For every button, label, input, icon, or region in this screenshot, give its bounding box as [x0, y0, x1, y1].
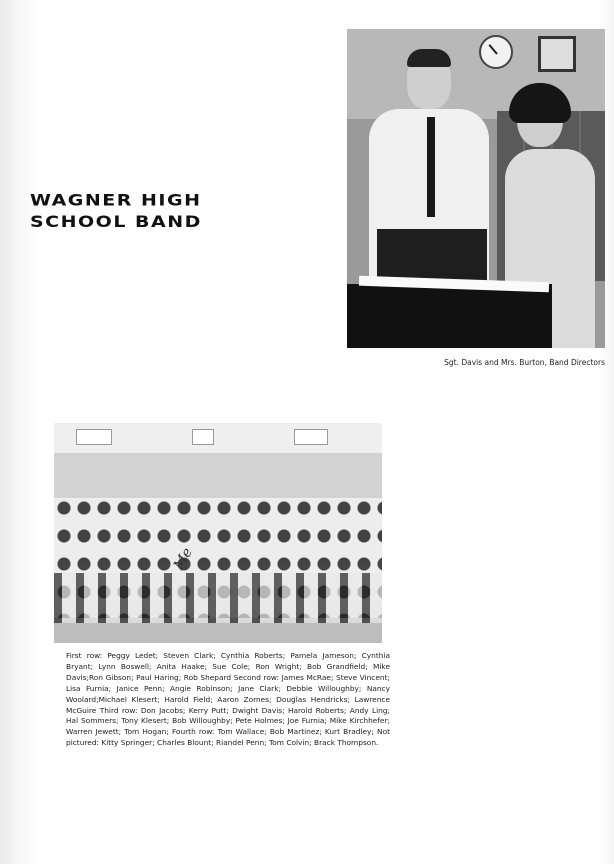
page-title [30, 190, 330, 233]
band-group-photo [54, 423, 382, 643]
band-roster-caption: First row: Peggy Ledet; Steven Clark; Cynthia Roberts; Pamela Jameson; Cynthia Bryant; Lynn Boswell; Anita Haake; Sue Cole; Ron Wright; Bob Grandfield; Mike Davis;Ron Gibson; Paul Haring; Rob Shepard Second row: James McRae; Steve Vincent; Lisa Furnia; Janice Penn; Angie Robinson; Jane Clark; Debbie Willoughby; Nancy Woolard;Michael Klesert; Harold Field; Aaron Zornes; Douglas Hendricks; Lawrence McGuire Third row: Don Jacobs; Kerry Putt; Dwight Davis; Harold Roberts; Andy Ling; Hal Sommers; Tony Klesert; Bob Willoughby; Pete Holmes; Joe Furnia; Mike Kirchhefer; Warren Jewett; Tom Hogan; Fourth row: Tom Wallace; Bob Martinez; Kurt Bradley; Not pictured: Kitty Springer; Charles Blount; Riandel Penn; Tom Colvin; Brack Thompson. [66, 651, 390, 748]
title-line-2: SCHOOL BAND [30, 212, 202, 231]
clock-icon [479, 35, 513, 69]
title-line-1: WAGNER HIGH [30, 191, 202, 210]
handwriting-mark: Me [170, 545, 196, 573]
band-directors-photo [347, 29, 605, 348]
directors-caption: Sgt. Davis and Mrs. Burton, Band Directors [444, 358, 605, 367]
